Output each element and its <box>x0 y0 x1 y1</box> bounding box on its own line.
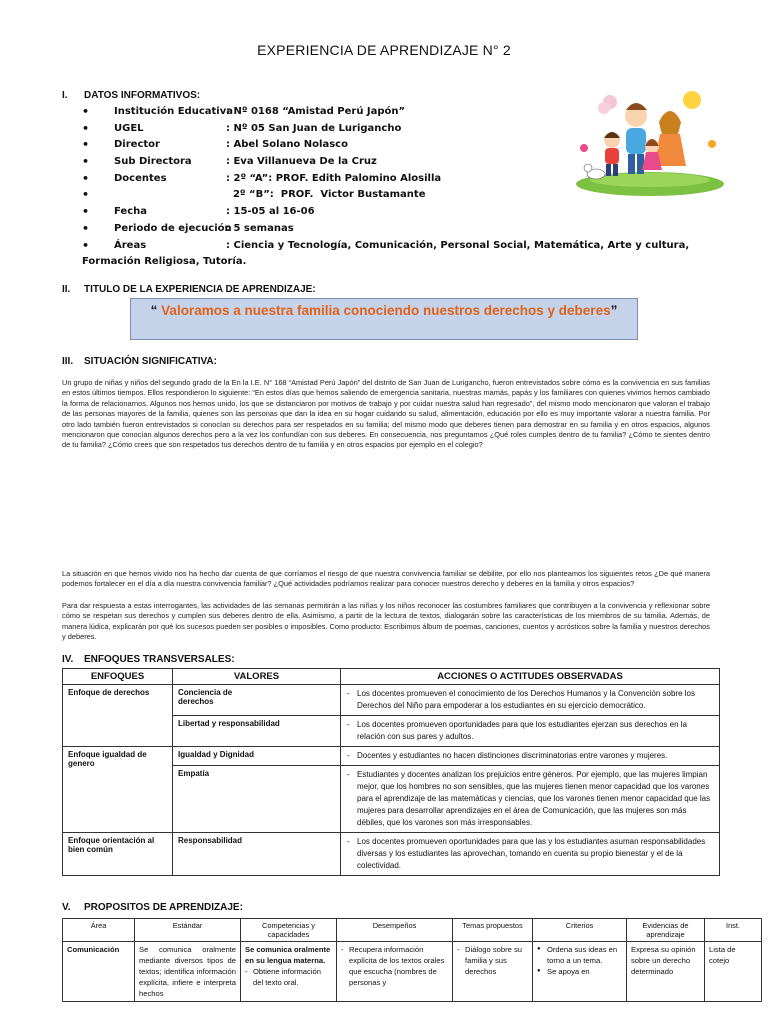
column-header: Competencias y capacidades <box>241 919 337 942</box>
experience-title: Valoramos a nuestra familia conociendo nuestros derechos y deberes <box>161 303 611 318</box>
info-item: • Fecha : 15-05 al 16-06 <box>80 204 689 221</box>
dog-figure <box>584 164 605 179</box>
info-item: • UGEL : Nº 05 San Juan de Lurigancho <box>80 121 689 138</box>
column-header: Desempeños <box>337 919 453 942</box>
document-title: EXPERIENCIA DE APRENDIZAJE N° 2 <box>257 42 511 58</box>
section-heading-propositos: V. PROPOSITOS DE APRENDIZAJE: <box>62 902 243 913</box>
table-row: Enfoque orientación al bien común Responsabilidad - Los docentes promueven oportunidades para que las y los estudiantes asuman responsabilidades diversas y los estudiantes las aprovechan, tomando en cuenta su propio bienestar y el de la colectividad. <box>63 833 720 876</box>
propositos-table <box>62 918 762 1002</box>
situation-paragraph-2: La situación en que hemos vivido nos ha hecho dar cuenta de que corríamos el riesgo de que nuestra convivencia familiar se debilite, por ello nos planteamos los siguientes retos ¿De qué manera podemos fortalecer en el día a día nuestra convivencia familiar? ¿Qué actividades podríamos realizar para conocer nuestros derecho y deberes en la familia y otros espacios? <box>62 569 710 589</box>
situation-paragraph-1: Un grupo de niñas y niños del segundo grado de la En la I.E. N° 168 “Amistad Perú Japón” del distrito de San Juan de Lurigancho, fueron entrevistados sobre cómo es la convivencia en sus familias en estos últimos tiempos. Ellos respondieron lo siguiente: “En estos días que hemos saliendo de emergencia sanitaria, nuestras mamás, papás y los familiares con quienes vivimos hemos cambiado la forma de relacionarnos. Algunos nos hemos unido, los que se distanciaron por motivos de trabajo y por cuidar nuestra salud han regresado”, del mismo modo mencionaron que valoran el trabajo de las personas mayores de la familia, quienes son las personas que dan la idea en su hogar cuidando su salud, alimentación, educación por ello es muy importante valorar a nuestra familia. Por otro lado también fueron entrevistados si conocían su derechos para ser respetados en su familia; del mismo modo que deberes tienen para demostrar en su familia y en otros espacios, algunos mencionaron que conocían algunos derechos pero a la vez los confundían con sus deberes. En consecuencia, nos preguntamos ¿Qué roles cumples dentro de tu familia? ¿Cómo te sientes dentro de tu familia? ¿Cómo crees que son respetados tus derechos dentro de tu familia y en otros espacios por ejemplo en el colegio? <box>62 378 710 450</box>
child-figure <box>604 132 620 176</box>
column-header: Temas propuestos <box>453 919 533 942</box>
section-label: DATOS INFORMATIVOS: <box>84 90 201 101</box>
info-item: • Sub Directora : Eva Villanueva De la Cruz <box>80 154 689 171</box>
column-header: ACCIONES O ACTITUDES OBSERVADAS <box>341 669 720 685</box>
section-heading-enfoques: IV. ENFOQUES TRANSVERSALES: <box>62 654 235 665</box>
family-illustration <box>574 88 726 196</box>
column-header: Criterios <box>533 919 627 942</box>
info-item: • Docentes : 2º “A”: PROF. Edith Palomino Alosilla <box>80 171 689 188</box>
info-item-continued: Formación Religiosa, Tutoría. <box>82 256 247 268</box>
section-heading-situacion: III. SITUACIÓN SIGNIFICATIVA: <box>62 356 217 367</box>
table-row: Comunicación Se comunica oralmente mediante diversos tipos de textos; identifica información explícita, infiere e interpreta hechos Se comunica oralmente en su lengua materna. - Obtiene información del texto oral. - Recupera información explícita de los textos orales que escucha (nombres de personas y - Diálogo sobre su familia y sus derechos ● Ordena sus ideas en torno a un tema. ● Se apoya en Expresa su opinión sobre un derecho determinado Lista de cotejo <box>63 942 762 1002</box>
table-row: Empatía - Estudiantes y docentes analizan los prejuicios entre géneros. Por ejemplo, que las mujeres limpian mejor, que los hombres no son sensibles, que las mujeres tienen menor capacidad que los varones para el aprendizaje de las matemáticas y ciencias, que los varones tienen menor capacidad que las mujeres para desarrollar aprendizajes en el área de Comunicación, que las mujeres son más débiles, que los varones son más irresponsables. <box>63 766 720 833</box>
situation-paragraph-3: Para dar respuesta a estas interrogantes, las actividades de las semanas permitirán a las niñas y los niños reconocer las costumbres familiares que contribuyen a la convivencia y reflexionar sobre cómo se respetan sus derechos y cumplen sus deberes dentro de ella. Asimismo, a partir de la lectura de textos, dialogarán sobre las características de los miembros de su familia. Además, de manera lúdica, explicarán por qué los sucesos pueden ser posibles o imposibles. Como producto: Escribimos álbum de poemas, canciones, cuentos y acrósticos sobre la familia y nuestros derechos y deberes. <box>62 601 710 642</box>
column-header: Inst. <box>705 919 762 942</box>
info-item: • Institución Educativa: Nº 0168 “Amistad Perú Japón” <box>80 104 689 121</box>
experience-title-box: “ Valoramos a nuestra familia conociendo nuestros derechos y deberes” <box>130 298 638 340</box>
table-header-row <box>63 669 720 685</box>
column-header: Estándar <box>135 919 241 942</box>
column-header: VALORES <box>173 669 341 685</box>
column-header: Área <box>63 919 135 942</box>
table-row: Libertad y responsabilidad - Los docentes promueven oportunidades para que los estudiantes ejerzan sus derechos en la relación con sus pares y adultos. <box>63 716 720 747</box>
table-header-row <box>63 919 762 942</box>
enfoques-table <box>62 668 720 876</box>
section-heading-datos <box>62 90 200 101</box>
info-item: • Áreas : Ciencia y Tecnología, Comunicación, Personal Social, Matemática, Arte y cultura, <box>80 238 689 255</box>
column-header: ENFOQUES <box>63 669 173 685</box>
info-item: • Periodo de ejecución: 5 semanas <box>80 221 689 238</box>
info-item: • Director : Abel Solano Nolasco <box>80 137 689 154</box>
table-row: Enfoque igualdad de genero Igualdad y Dignidad - Docentes y estudiantes no hacen distinciones discriminatorias entre varones y mujeres. <box>63 747 720 766</box>
section-heading-titulo: II. TITULO DE LA EXPERIENCIA DE APRENDIZAJE: <box>62 284 316 295</box>
info-item: • 2º “B”: PROF. Victor Bustamante <box>80 187 689 204</box>
section-number: I. <box>62 90 68 101</box>
table-row: Enfoque de derechos Conciencia de derechos - Los docentes promueven el conocimiento de los Derechos Humanos y la Convención sobre los Derechos del Niño para empoderar a los estudiantes en su ejercicio democrático. <box>63 685 720 716</box>
column-header: Evidencias de aprendizaje <box>627 919 705 942</box>
